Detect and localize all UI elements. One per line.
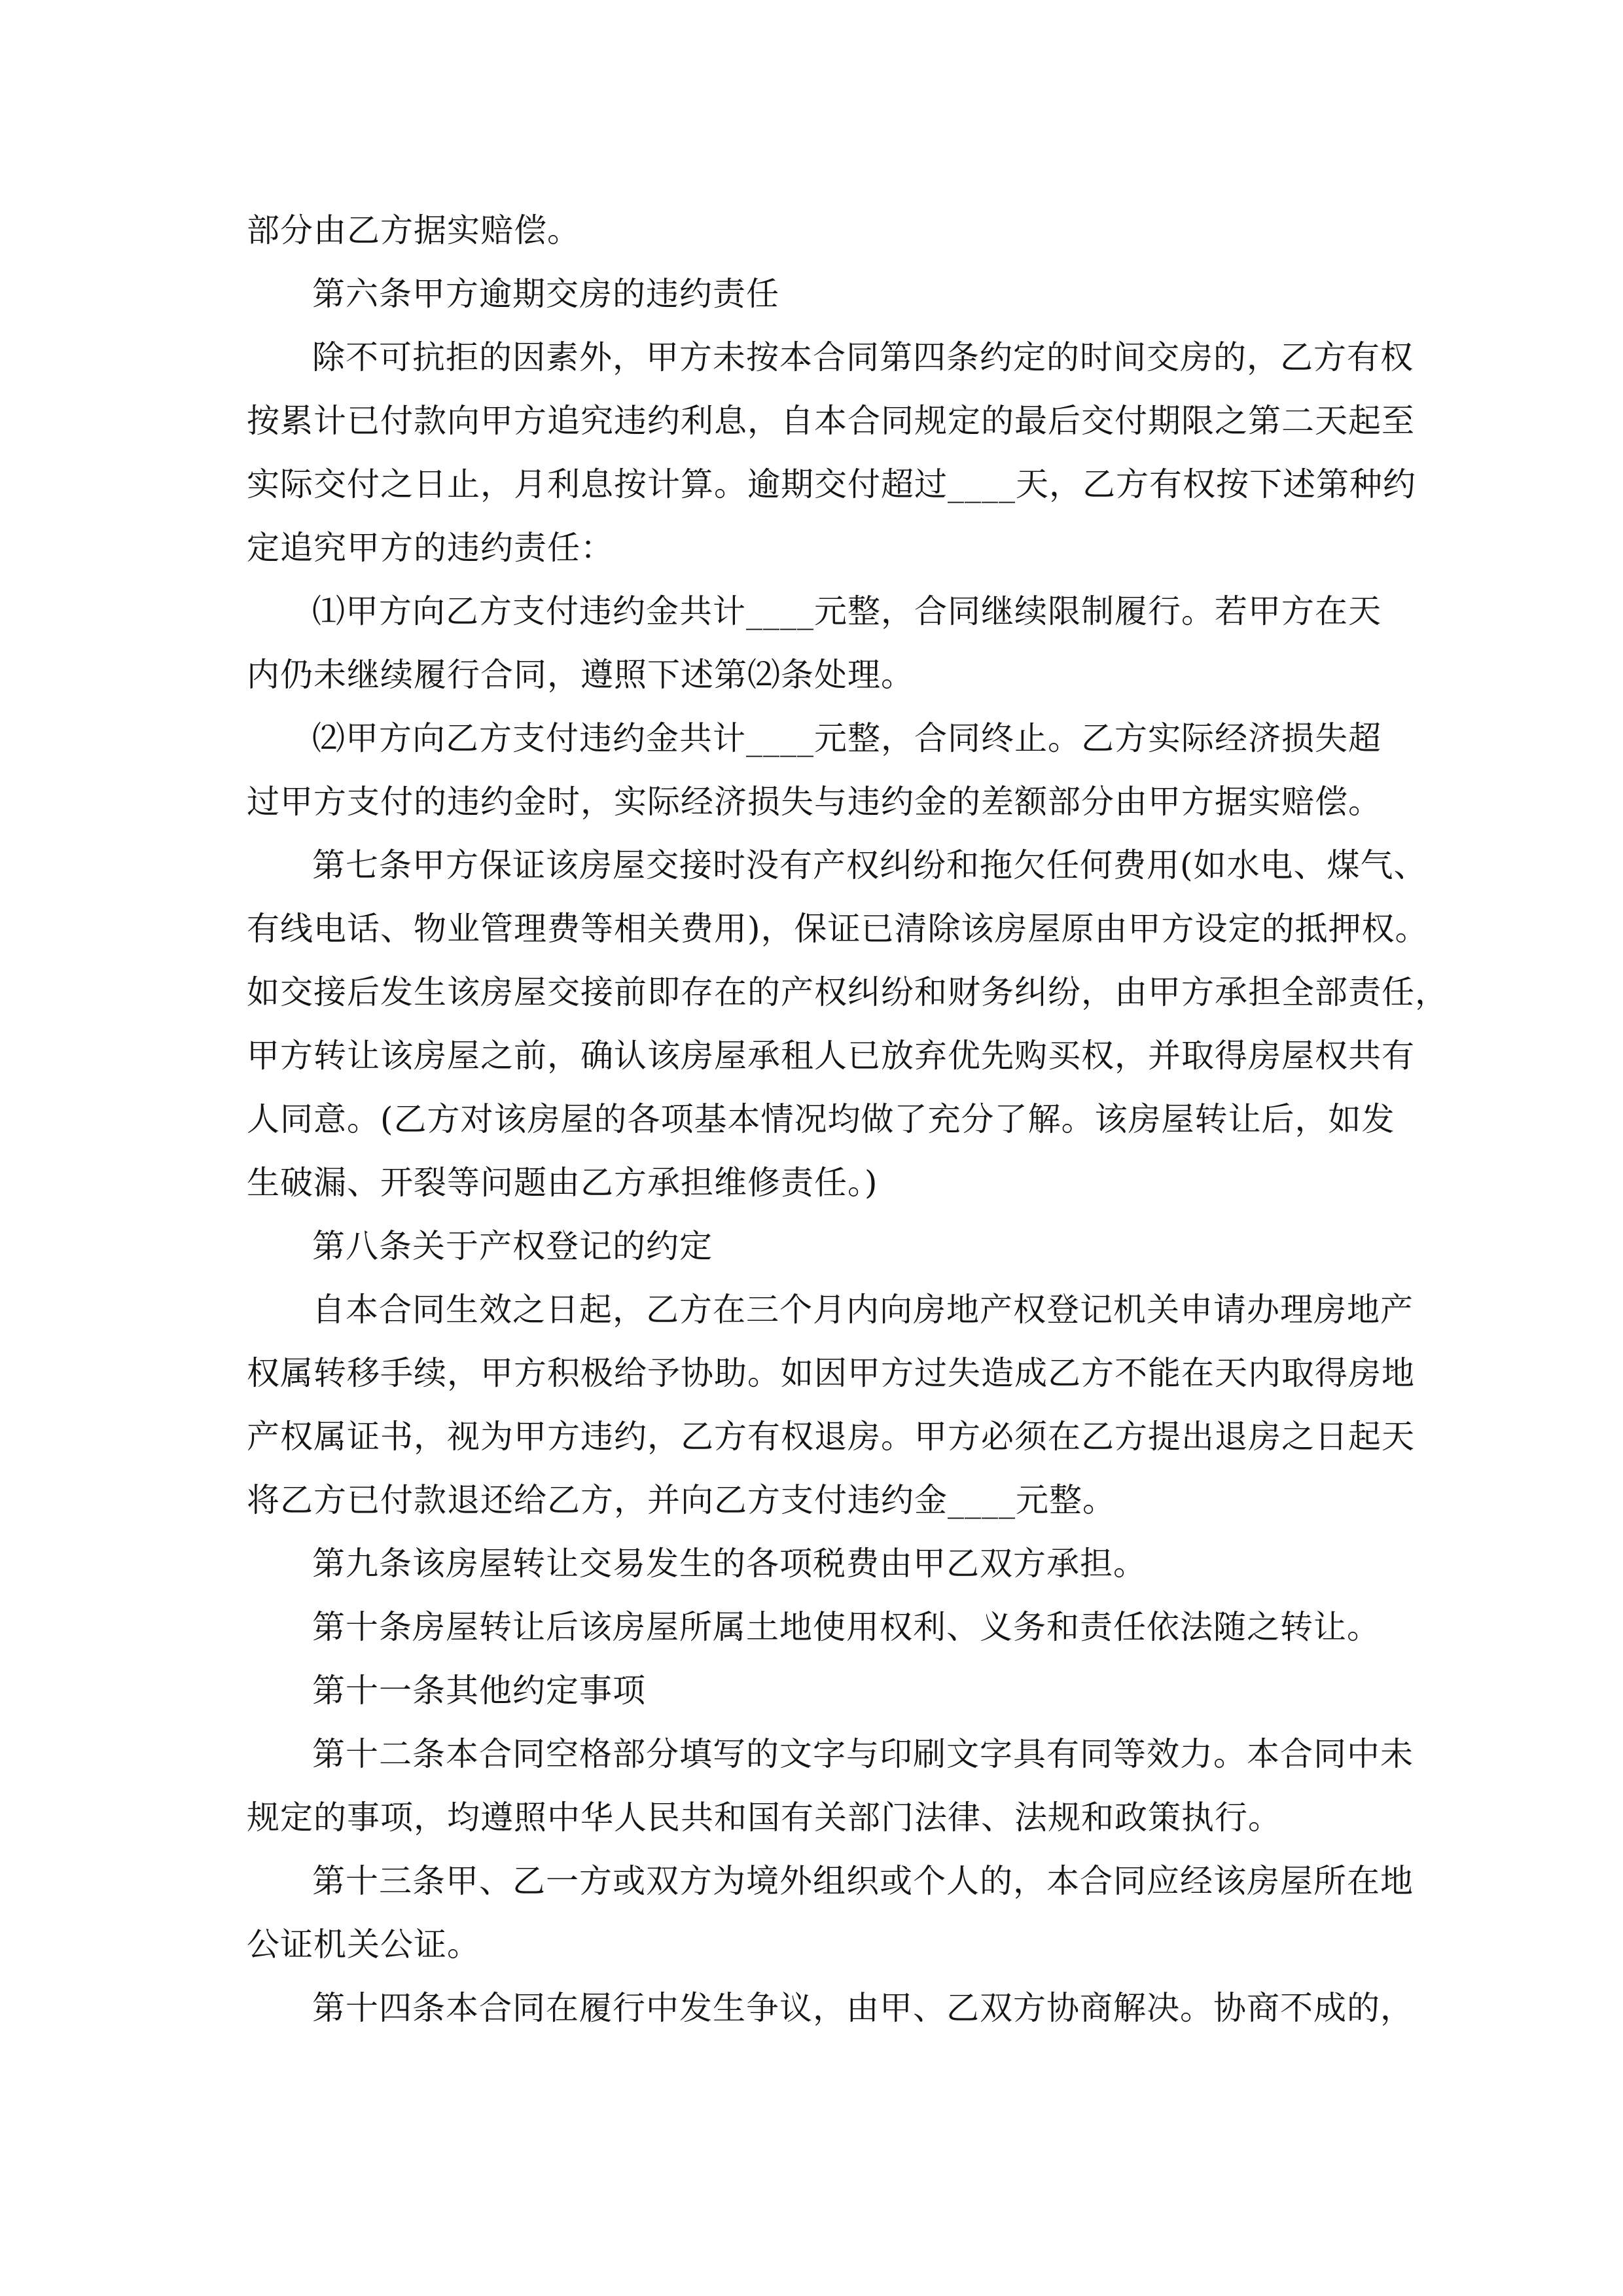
section-heading: 第六条甲方逾期交房的违约责任 (312, 275, 779, 313)
text-line: 第十二条本合同空格部分填写的文字与印刷文字具有同等效力。本合同中未 (312, 1735, 1414, 1773)
document-body (247, 199, 1448, 2040)
text-line: 按累计已付款向甲方追究违约利息，自本合同规定的最后交付期限之第二天起至 (247, 402, 1415, 440)
text-line: 规定的事项，均遵照中华人民共和国有关部门法律、法规和政策执行。 (247, 1799, 1281, 1837)
text-line: 权属转移手续，甲方积极给予协助。如因甲方过失造成乙方不能在天内取得房地 (247, 1354, 1415, 1392)
text-line: 甲方转让该房屋之前，确认该房屋承租人已放弃优先购买权，并取得房屋权共有 (247, 1037, 1415, 1075)
text-line: 第十四条本合同在履行中发生争议，由甲、乙双方协商解决。协商不成的， (312, 1989, 1414, 2027)
text-line: 如交接后发生该房屋交接前即存在的产权纠纷和财务纠纷，由甲方承担全部责任， (247, 973, 1448, 1011)
text-line: 第七条甲方保证该房屋交接时没有产权纠纷和拖欠任何费用(如水电、煤气、 (312, 846, 1427, 884)
text-line: 有线电话、物业管理费等相关费用)，保证已清除该房屋原由甲方设定的抵押权。 (247, 910, 1429, 948)
section-heading: 第十一条其他约定事项 (312, 1672, 646, 1710)
text-line: 产权属证书，视为甲方违约，乙方有权退房。甲方必须在乙方提出退房之日起天 (247, 1418, 1415, 1456)
text-line: 除不可抗拒的因素外，甲方未按本合同第四条约定的时间交房的，乙方有权 (312, 338, 1414, 376)
text-line: 内仍未继续履行合同，遵照下述第⑵条处理。 (247, 656, 914, 694)
text-line: ⑵甲方向乙方支付违约金共计____元整，合同终止。乙方实际经济损失超 (312, 719, 1382, 757)
text-line: 生破漏、开裂等问题由乙方承担维修责任。) (247, 1164, 878, 1202)
text-line: 第十条房屋转让后该房屋所属土地使用权利、义务和责任依法随之转让。 (312, 1608, 1380, 1646)
text-line: 将乙方已付款退还给乙方，并向乙方支付违约金____元整。 (247, 1481, 1116, 1519)
text-line: 自本合同生效之日起，乙方在三个月内向房地产权登记机关申请办理房地产 (312, 1291, 1414, 1329)
text-line: 定追究甲方的违约责任： (247, 529, 614, 567)
text-line: 第十三条甲、乙一方或双方为境外组织或个人的，本合同应经该房屋所在地 (312, 1862, 1414, 1900)
section-heading: 第八条关于产权登记的约定 (312, 1227, 713, 1265)
text-line: 过甲方支付的违约金时，实际经济损失与违约金的差额部分由甲方据实赔偿。 (247, 783, 1382, 821)
text-line: 实际交付之日止，月利息按计算。逾期交付超过____天，乙方有权按下述第种约 (247, 465, 1416, 503)
text-line: 第九条该房屋转让交易发生的各项税费由甲乙双方承担。 (312, 1545, 1147, 1583)
text-line: 人同意。(乙方对该房屋的各项基本情况均做了充分了解。该房屋转让后，如发 (247, 1100, 1395, 1138)
text-line: 公证机关公证。 (247, 1926, 480, 1964)
text-line: ⑴甲方向乙方支付违约金共计____元整，合同继续限制履行。若甲方在天 (312, 592, 1382, 630)
text-line: 部分由乙方据实赔偿。 (247, 211, 580, 249)
